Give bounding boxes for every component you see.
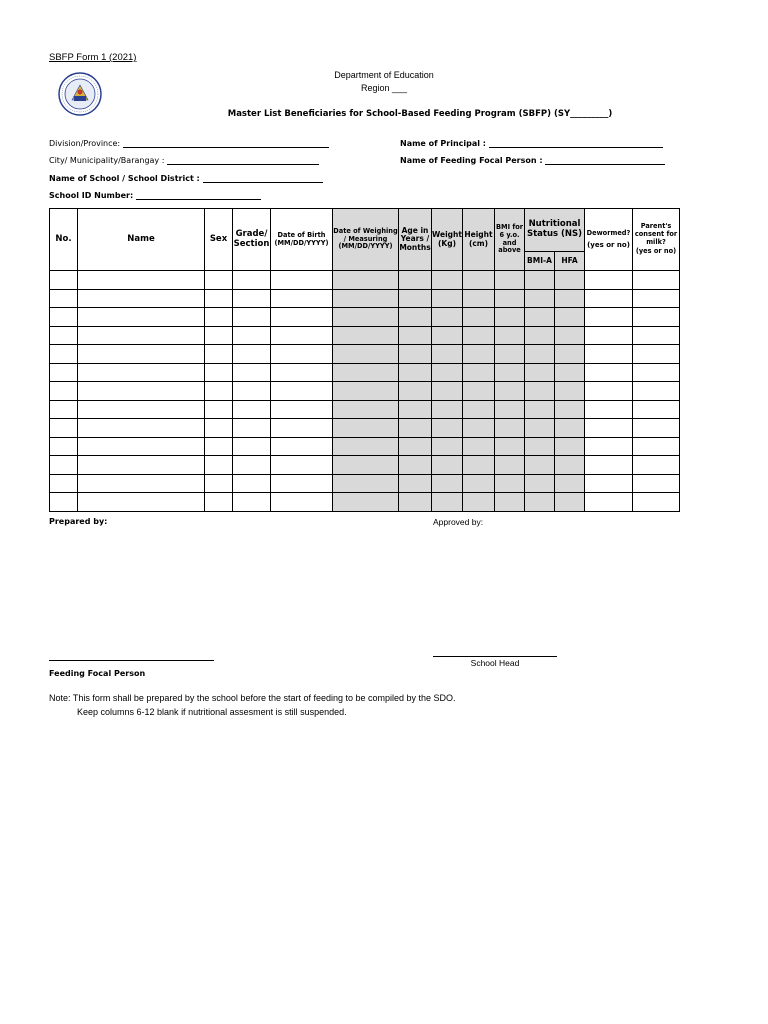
table-cell[interactable] xyxy=(399,326,432,345)
table-cell[interactable] xyxy=(333,308,399,327)
table-cell[interactable] xyxy=(271,363,333,382)
school-head-label: School Head xyxy=(470,658,520,668)
table-cell[interactable] xyxy=(50,382,78,401)
table-cell[interactable] xyxy=(585,474,633,493)
col-header-name: Name xyxy=(78,209,205,271)
table-cell[interactable] xyxy=(555,456,585,475)
table-cell[interactable] xyxy=(205,345,233,364)
table-cell[interactable] xyxy=(78,326,205,345)
table-cell[interactable] xyxy=(432,345,463,364)
table-cell[interactable] xyxy=(333,456,399,475)
table-cell[interactable] xyxy=(50,363,78,382)
table-cell[interactable] xyxy=(633,474,680,493)
table-cell[interactable] xyxy=(205,493,233,512)
table-cell[interactable] xyxy=(633,326,680,345)
school-id-input[interactable] xyxy=(136,199,261,200)
table-cell[interactable] xyxy=(78,289,205,308)
table-row xyxy=(50,382,680,401)
header-row xyxy=(50,209,680,252)
table-cell[interactable] xyxy=(555,382,585,401)
table-cell[interactable] xyxy=(633,437,680,456)
table-cell[interactable] xyxy=(333,437,399,456)
table-cell[interactable] xyxy=(555,493,585,512)
table-cell[interactable] xyxy=(333,363,399,382)
table-cell[interactable] xyxy=(463,271,495,290)
table-cell[interactable] xyxy=(271,382,333,401)
table-row xyxy=(50,345,680,364)
table-cell[interactable] xyxy=(271,474,333,493)
table-cell[interactable] xyxy=(333,345,399,364)
table-cell[interactable] xyxy=(399,419,432,438)
table-cell[interactable] xyxy=(78,456,205,475)
note-line-2: Keep columns 6-12 blank if nutritional assesment is still suspended. xyxy=(77,707,347,717)
table-cell[interactable] xyxy=(463,363,495,382)
table-cell[interactable] xyxy=(50,345,78,364)
table-cell[interactable] xyxy=(525,308,555,327)
table-cell[interactable] xyxy=(555,289,585,308)
principal-label: Name of Principal : xyxy=(400,139,486,148)
school-head-signature-line[interactable] xyxy=(433,656,557,657)
table-cell[interactable] xyxy=(463,419,495,438)
table-cell[interactable] xyxy=(233,382,271,401)
table-cell[interactable] xyxy=(525,289,555,308)
table-cell[interactable] xyxy=(463,326,495,345)
consent-label: Parent's consent for milk? xyxy=(634,222,678,246)
table-cell[interactable] xyxy=(271,437,333,456)
table-cell[interactable] xyxy=(555,437,585,456)
table-cell[interactable] xyxy=(495,289,525,308)
table-cell[interactable] xyxy=(585,382,633,401)
col-header-hfa: HFA xyxy=(555,252,585,271)
consent-sub-label: (yes or no) xyxy=(635,247,677,256)
table-cell[interactable] xyxy=(50,474,78,493)
beneficiaries-table xyxy=(49,208,680,512)
table-cell[interactable] xyxy=(585,271,633,290)
table-cell[interactable] xyxy=(495,308,525,327)
table-cell[interactable] xyxy=(233,419,271,438)
table-cell[interactable] xyxy=(463,493,495,512)
table-cell[interactable] xyxy=(432,326,463,345)
table-cell[interactable] xyxy=(633,289,680,308)
table-cell[interactable] xyxy=(525,382,555,401)
table-cell[interactable] xyxy=(399,363,432,382)
table-cell[interactable] xyxy=(525,419,555,438)
school-id-field[interactable] xyxy=(49,191,261,200)
table-cell[interactable] xyxy=(555,271,585,290)
table-cell[interactable] xyxy=(495,474,525,493)
table-row xyxy=(50,326,680,345)
city-municipality-field[interactable] xyxy=(49,156,319,165)
table-row xyxy=(50,271,680,290)
division-province-label: Division/Province: xyxy=(49,139,121,148)
table-cell[interactable] xyxy=(399,382,432,401)
table-cell[interactable] xyxy=(333,419,399,438)
school-name-field[interactable] xyxy=(49,174,323,183)
region-label: Region ___ xyxy=(360,83,408,93)
focal-person-input[interactable] xyxy=(545,164,665,165)
table-cell[interactable] xyxy=(463,437,495,456)
table-cell[interactable] xyxy=(205,400,233,419)
table-cell[interactable] xyxy=(463,382,495,401)
table-cell[interactable] xyxy=(233,493,271,512)
table-cell[interactable] xyxy=(333,382,399,401)
table-cell[interactable] xyxy=(525,345,555,364)
table-row xyxy=(50,456,680,475)
table-cell[interactable] xyxy=(633,456,680,475)
table-cell[interactable] xyxy=(525,437,555,456)
table-row xyxy=(50,289,680,308)
table-cell[interactable] xyxy=(205,308,233,327)
col-header-grade-section: Grade/ Section xyxy=(233,209,271,271)
table-cell[interactable] xyxy=(432,289,463,308)
table-cell[interactable] xyxy=(555,419,585,438)
dewormed-label: Dewormed? xyxy=(586,228,631,237)
table-cell[interactable] xyxy=(50,493,78,512)
table-cell[interactable] xyxy=(555,326,585,345)
table-cell[interactable] xyxy=(432,400,463,419)
table-cell[interactable] xyxy=(50,400,78,419)
table-cell[interactable] xyxy=(205,474,233,493)
table-cell[interactable] xyxy=(50,419,78,438)
col-header-date-of-birth: Date of Birth (MM/DD/YYYY) xyxy=(271,209,333,271)
table-cell[interactable] xyxy=(333,271,399,290)
table-cell[interactable] xyxy=(495,419,525,438)
table-cell[interactable] xyxy=(495,326,525,345)
table-row xyxy=(50,308,680,327)
table-cell[interactable] xyxy=(233,400,271,419)
table-cell[interactable] xyxy=(271,308,333,327)
dewormed-sub-label: (yes or no) xyxy=(587,241,630,250)
table-cell[interactable] xyxy=(585,308,633,327)
table-cell[interactable] xyxy=(78,308,205,327)
col-header-weight: Weight (Kg) xyxy=(432,209,463,271)
table-row xyxy=(50,437,680,456)
form-code: SBFP Form 1 (2021) xyxy=(49,52,137,63)
table-cell[interactable] xyxy=(271,345,333,364)
school-id-label: School ID Number: xyxy=(49,191,134,200)
table-cell[interactable] xyxy=(495,271,525,290)
table-cell[interactable] xyxy=(399,437,432,456)
table-cell[interactable] xyxy=(555,345,585,364)
note-line-1: Note: This form shall be prepared by the school before the start of feeding to be compiled by the SDO. xyxy=(49,693,456,703)
principal-field[interactable] xyxy=(400,139,663,148)
school-name-label: Name of School / School District : xyxy=(49,174,200,183)
table-cell[interactable] xyxy=(399,493,432,512)
table-cell[interactable] xyxy=(633,493,680,512)
table-cell[interactable] xyxy=(432,493,463,512)
table-cell[interactable] xyxy=(399,271,432,290)
table-cell[interactable] xyxy=(463,289,495,308)
col-header-parent-consent xyxy=(633,209,680,271)
table-cell[interactable] xyxy=(463,474,495,493)
table-cell[interactable] xyxy=(525,271,555,290)
table-row xyxy=(50,493,680,512)
table-cell[interactable] xyxy=(78,271,205,290)
table-cell[interactable] xyxy=(495,345,525,364)
focal-person-field[interactable] xyxy=(400,156,665,165)
table-cell[interactable] xyxy=(399,456,432,475)
table-cell[interactable] xyxy=(50,326,78,345)
table-cell[interactable] xyxy=(495,382,525,401)
table-cell[interactable] xyxy=(50,271,78,290)
table-cell[interactable] xyxy=(432,308,463,327)
table-cell[interactable] xyxy=(495,493,525,512)
table-cell[interactable] xyxy=(495,456,525,475)
table-cell[interactable] xyxy=(333,493,399,512)
table-cell[interactable] xyxy=(633,271,680,290)
table-cell[interactable] xyxy=(271,493,333,512)
table-cell[interactable] xyxy=(50,308,78,327)
table-cell[interactable] xyxy=(585,493,633,512)
table-cell[interactable] xyxy=(495,400,525,419)
table-cell[interactable] xyxy=(463,400,495,419)
table-cell[interactable] xyxy=(333,474,399,493)
table-cell[interactable] xyxy=(555,400,585,419)
table-cell[interactable] xyxy=(463,456,495,475)
table-row xyxy=(50,400,680,419)
table-cell[interactable] xyxy=(233,271,271,290)
col-header-no: No. xyxy=(50,209,78,271)
table-cell[interactable] xyxy=(271,400,333,419)
table-cell[interactable] xyxy=(585,400,633,419)
table-cell[interactable] xyxy=(233,363,271,382)
table-cell[interactable] xyxy=(233,456,271,475)
col-header-date-of-weighing: Date of Weighing / Measuring (MM/DD/YYYY) xyxy=(333,209,399,271)
table-cell[interactable] xyxy=(585,326,633,345)
table-cell[interactable] xyxy=(399,345,432,364)
table-cell[interactable] xyxy=(399,289,432,308)
table-cell[interactable] xyxy=(233,437,271,456)
table-cell[interactable] xyxy=(205,326,233,345)
table-cell[interactable] xyxy=(525,474,555,493)
col-header-age: Age in Years / Months xyxy=(399,209,432,271)
table-cell[interactable] xyxy=(233,326,271,345)
table-cell[interactable] xyxy=(432,271,463,290)
table-row xyxy=(50,419,680,438)
col-header-dewormed xyxy=(585,209,633,271)
table-cell[interactable] xyxy=(78,474,205,493)
table-cell[interactable] xyxy=(525,400,555,419)
table-cell[interactable] xyxy=(585,289,633,308)
table-cell[interactable] xyxy=(78,382,205,401)
table-cell[interactable] xyxy=(50,456,78,475)
table-cell[interactable] xyxy=(495,437,525,456)
table-cell[interactable] xyxy=(205,456,233,475)
prepared-by-label: Prepared by: xyxy=(49,517,108,526)
table-cell[interactable] xyxy=(333,326,399,345)
table-cell[interactable] xyxy=(495,363,525,382)
table-cell[interactable] xyxy=(585,456,633,475)
table-cell[interactable] xyxy=(525,363,555,382)
table-row xyxy=(50,474,680,493)
table-cell[interactable] xyxy=(78,419,205,438)
table-cell[interactable] xyxy=(633,382,680,401)
table-cell[interactable] xyxy=(432,474,463,493)
table-cell[interactable] xyxy=(205,363,233,382)
feeding-focal-person-label: Feeding Focal Person xyxy=(49,669,146,678)
table-cell[interactable] xyxy=(399,400,432,419)
table-cell[interactable] xyxy=(205,382,233,401)
table-cell[interactable] xyxy=(525,326,555,345)
table-cell[interactable] xyxy=(585,363,633,382)
table-cell[interactable] xyxy=(463,308,495,327)
col-header-bmi-a: BMI-A xyxy=(525,252,555,271)
table-cell[interactable] xyxy=(233,345,271,364)
table-cell[interactable] xyxy=(205,419,233,438)
table-cell[interactable] xyxy=(432,419,463,438)
division-province-field[interactable] xyxy=(49,139,329,148)
table-cell[interactable] xyxy=(271,326,333,345)
table-cell[interactable] xyxy=(233,474,271,493)
table-cell[interactable] xyxy=(525,456,555,475)
principal-input[interactable] xyxy=(489,147,663,148)
table-cell[interactable] xyxy=(205,437,233,456)
table-cell[interactable] xyxy=(585,419,633,438)
table-cell[interactable] xyxy=(432,456,463,475)
table-cell[interactable] xyxy=(633,419,680,438)
approved-by-label: Approved by: xyxy=(433,517,484,527)
col-header-sex: Sex xyxy=(205,209,233,271)
table-cell[interactable] xyxy=(633,363,680,382)
table-cell[interactable] xyxy=(399,474,432,493)
table-cell[interactable] xyxy=(585,437,633,456)
table-cell[interactable] xyxy=(432,382,463,401)
table-cell[interactable] xyxy=(78,400,205,419)
table-cell[interactable] xyxy=(633,308,680,327)
table-cell[interactable] xyxy=(432,363,463,382)
table-cell[interactable] xyxy=(555,474,585,493)
table-cell[interactable] xyxy=(50,289,78,308)
table-cell[interactable] xyxy=(205,271,233,290)
table-cell[interactable] xyxy=(233,308,271,327)
table-cell[interactable] xyxy=(271,289,333,308)
school-name-input[interactable] xyxy=(203,182,323,183)
table-cell[interactable] xyxy=(333,289,399,308)
table-cell[interactable] xyxy=(78,345,205,364)
table-row xyxy=(50,363,680,382)
col-header-bmi: BMI for 6 y.o. and above xyxy=(495,209,525,271)
col-header-height: Height (cm) xyxy=(463,209,495,271)
table-cell[interactable] xyxy=(233,289,271,308)
table-cell[interactable] xyxy=(271,456,333,475)
table-cell[interactable] xyxy=(555,363,585,382)
table-cell[interactable] xyxy=(78,437,205,456)
form-title: Master List Beneficiaries for School-Based Feeding Program (SBFP) (SY_________) xyxy=(227,109,613,119)
table-cell[interactable] xyxy=(555,308,585,327)
table-cell[interactable] xyxy=(271,419,333,438)
city-municipality-input[interactable] xyxy=(167,164,319,165)
table-cell[interactable] xyxy=(463,345,495,364)
table-cell[interactable] xyxy=(333,400,399,419)
table-cell[interactable] xyxy=(78,493,205,512)
city-municipality-label: City/ Municipality/Barangay : xyxy=(49,156,165,165)
table-cell[interactable] xyxy=(585,345,633,364)
focal-person-signature-line[interactable] xyxy=(49,660,214,661)
table-cell[interactable] xyxy=(399,308,432,327)
table-cell[interactable] xyxy=(50,437,78,456)
table-cell[interactable] xyxy=(205,289,233,308)
division-province-input[interactable] xyxy=(123,147,329,148)
table-cell[interactable] xyxy=(525,493,555,512)
col-header-nutritional-status: Nutritional Status (NS) xyxy=(525,209,585,252)
table-cell[interactable] xyxy=(271,271,333,290)
table-cell[interactable] xyxy=(633,345,680,364)
table-cell[interactable] xyxy=(633,400,680,419)
table-cell[interactable] xyxy=(432,437,463,456)
table-cell[interactable] xyxy=(78,363,205,382)
focal-person-label: Name of Feeding Focal Person : xyxy=(400,156,543,165)
department-name: Department of Education xyxy=(334,70,434,80)
